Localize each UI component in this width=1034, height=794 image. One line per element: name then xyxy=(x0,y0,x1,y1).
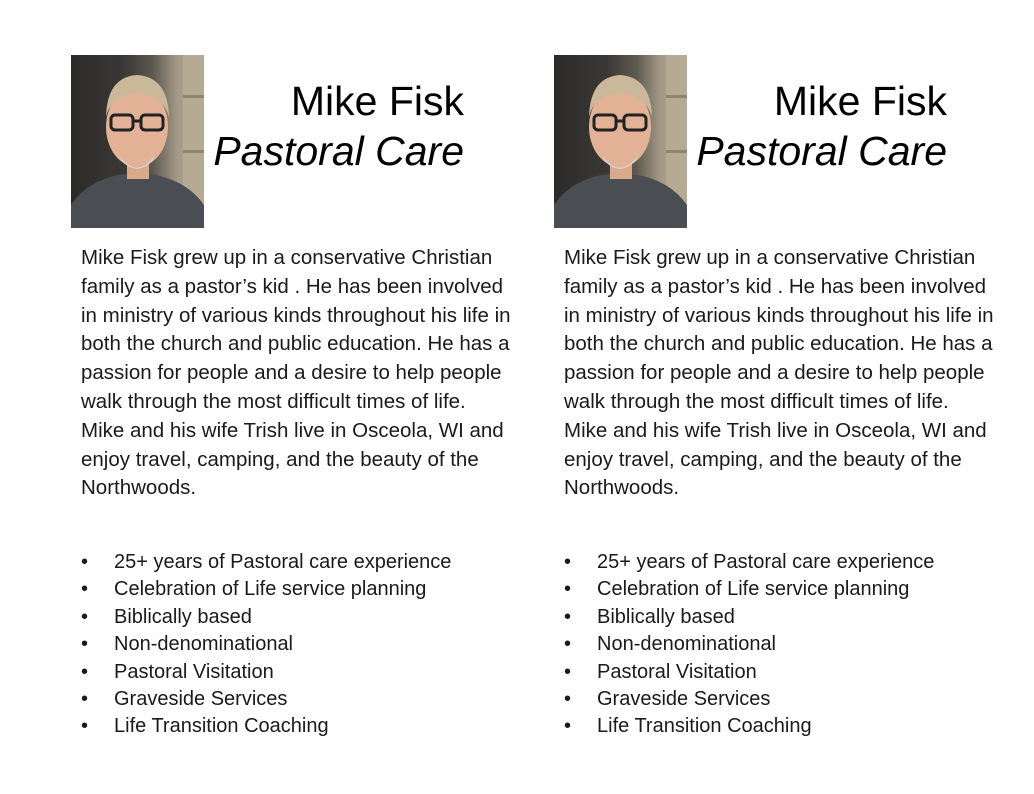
bullet-icon: • xyxy=(564,633,572,656)
bullet-icon: • xyxy=(564,551,572,573)
person-name: Mike Fisk xyxy=(290,78,464,124)
service-label: Graveside Services xyxy=(114,688,288,711)
list-item xyxy=(564,713,934,740)
profile-card-left xyxy=(70,0,530,794)
service-label: Pastoral Visitation xyxy=(114,660,274,683)
profile-card-right xyxy=(553,0,1013,794)
person-title: Pastoral Care xyxy=(696,128,947,174)
service-label: Graveside Services xyxy=(597,688,771,711)
bullet-icon: • xyxy=(81,605,89,628)
list-item xyxy=(564,659,934,686)
bullet-icon: • xyxy=(564,660,572,683)
service-label: 25+ years of Pastoral care experience xyxy=(597,551,935,573)
service-label: Non-denominational xyxy=(597,633,777,656)
service-label: Pastoral Visitation xyxy=(597,660,757,683)
service-label: Non-denominational xyxy=(114,633,294,656)
person-title: Pastoral Care xyxy=(213,128,464,174)
list-item xyxy=(81,686,451,713)
list-item xyxy=(81,631,451,658)
services-list xyxy=(81,549,451,741)
person-name: Mike Fisk xyxy=(773,78,947,124)
service-label: Biblically based xyxy=(114,605,252,628)
service-label: Life Transition Coaching xyxy=(114,715,329,738)
bullet-icon: • xyxy=(564,688,572,711)
bio-paragraph: Mike Fisk grew up in a conservative Christian family as a pastor’s kid . He has been involved in ministry of various kinds throughout his life in both the church and public education. He has a passion for people and a desire to help people walk through the most difficult times of life. Mike and his wife Trish live in Osceola, WI and enjoy travel, camping, and the beauty of the Northwoods. xyxy=(81,246,511,500)
service-label: Celebration of Life service planning xyxy=(597,578,910,601)
list-item xyxy=(564,686,934,713)
list-item xyxy=(564,576,934,603)
service-label: Life Transition Coaching xyxy=(597,715,812,738)
services-list xyxy=(564,549,934,741)
list-item xyxy=(81,549,451,576)
bullet-icon: • xyxy=(564,715,572,738)
bullet-icon: • xyxy=(81,551,89,573)
bullet-icon: • xyxy=(81,660,89,683)
bio-paragraph: Mike Fisk grew up in a conservative Christian family as a pastor’s kid . He has been involved in ministry of various kinds throughout his life in both the church and public education. He has a passion for people and a desire to help people walk through the most difficult times of life. Mike and his wife Trish live in Osceola, WI and enjoy travel, camping, and the beauty of the Northwoods. xyxy=(564,246,994,500)
bullet-icon: • xyxy=(81,688,89,711)
list-item xyxy=(81,713,451,740)
list-item xyxy=(564,549,934,576)
bullet-icon: • xyxy=(81,715,89,738)
bullet-icon: • xyxy=(564,605,572,628)
list-item xyxy=(564,604,934,631)
service-label: Celebration of Life service planning xyxy=(114,578,427,601)
list-item xyxy=(81,576,451,603)
list-item xyxy=(81,604,451,631)
service-label: 25+ years of Pastoral care experience xyxy=(114,551,452,573)
service-label: Biblically based xyxy=(597,605,735,628)
bullet-icon: • xyxy=(81,578,89,601)
list-item xyxy=(81,659,451,686)
bullet-icon: • xyxy=(564,578,572,601)
bullet-icon: • xyxy=(81,633,89,656)
list-item xyxy=(564,631,934,658)
